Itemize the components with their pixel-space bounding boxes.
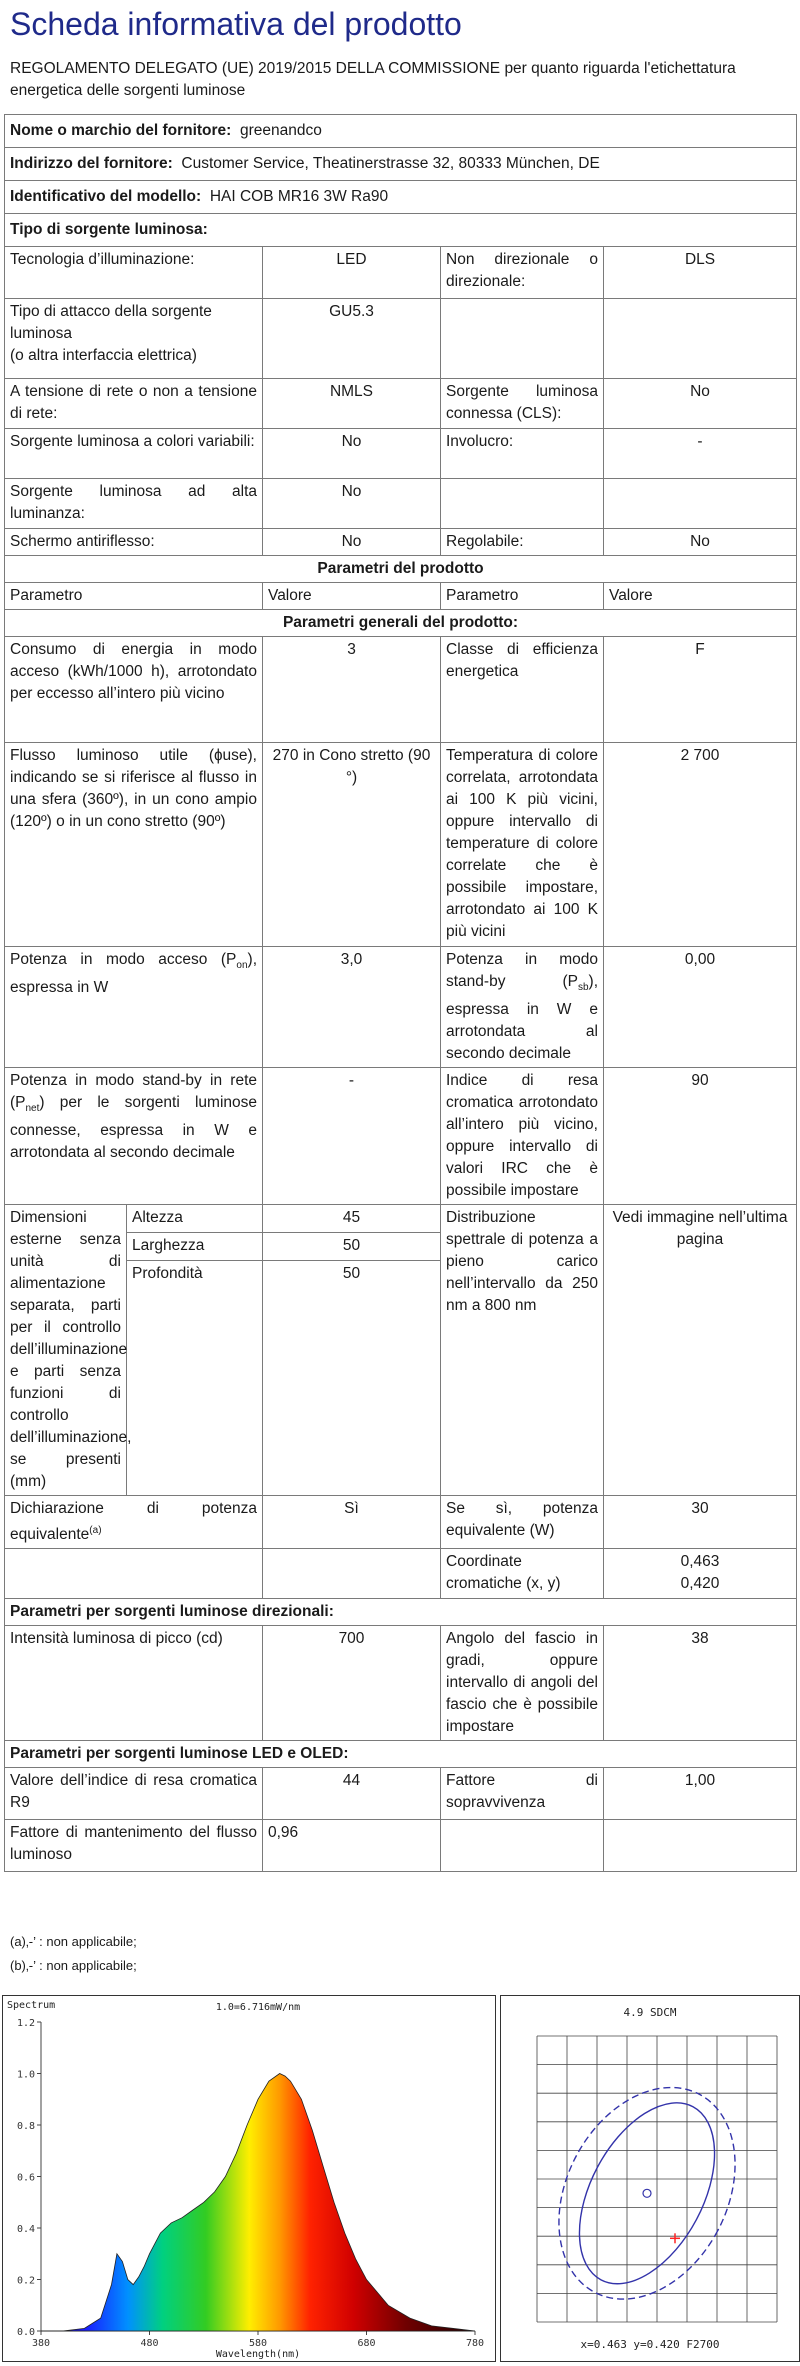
psb-label: Potenza in modo stand-by (P	[446, 951, 598, 990]
envelope-label: Involucro:	[441, 429, 604, 479]
model-identifier-label: Identificativo del modello:	[10, 188, 202, 205]
chromaticity-chart	[501, 1996, 799, 2361]
col-param-header-2: Parametro	[441, 583, 604, 610]
cap-type-label: Tipo di attacco della sorgente luminosa	[10, 303, 212, 342]
psb-value: 0,00	[604, 947, 797, 1068]
pnet-label: Potenza in modo stand-by in rete (P	[10, 1072, 257, 1112]
equiv-label: Dichiarazione di potenza equivalente	[10, 1500, 257, 1544]
depth-label: Profondità	[127, 1261, 263, 1496]
target-point-marker	[643, 2189, 651, 2197]
column-header-row	[5, 583, 797, 610]
cap-type-empty-label	[441, 299, 604, 379]
equivalent-power-row	[5, 1496, 797, 1549]
efficiency-class-label: Classe di efficienza energetica	[441, 637, 604, 743]
product-params-heading: Parametri del prodotto	[5, 556, 797, 583]
spectrum-title: 1.0=6.716mW/nm	[215, 2002, 301, 2013]
cap-type-empty-value	[604, 299, 797, 379]
colour-tunable-value: No	[263, 429, 441, 479]
dimensions-row	[5, 1205, 797, 1233]
pon-label-end: ), espressa in W	[10, 951, 257, 997]
cct-value: 2 700	[604, 743, 797, 947]
envelope-value: -	[604, 429, 797, 479]
spectrum-plot	[7, 2000, 484, 2360]
anti-glare-label: Schermo antiriflesso:	[5, 529, 263, 556]
energy-value: 3	[263, 637, 441, 743]
colour-tunable-row	[5, 429, 797, 479]
survival-value: 1,00	[604, 1768, 797, 1820]
y-tick-label: 0.2	[16, 2275, 35, 2287]
dimensions-label: Dimensioni esterne senza unità di alimentazione separata, parti per il controllo dell’illuminazione e parti senza funzioni di controllo dell’illuminazione, se presenti (mm)	[5, 1205, 127, 1496]
supplier-name-label: Nome o marchio del fornitore:	[10, 122, 232, 139]
peak-intensity-value: 700	[263, 1626, 441, 1741]
pnet-value: -	[263, 1068, 441, 1205]
y-tick-label: 1.0	[16, 2069, 35, 2081]
efficiency-class-value: F	[604, 637, 797, 743]
x-tick-label: 680	[357, 2338, 376, 2349]
equiv-value: Sì	[263, 1496, 441, 1549]
psb-subscript: sb	[577, 982, 589, 994]
directional-value: DLS	[604, 247, 797, 299]
x-tick-label: 480	[140, 2338, 159, 2349]
spectrum-xlabel: Wavelength(nm)	[215, 2349, 301, 2360]
r9-row	[5, 1768, 797, 1820]
technology-label: Tecnologia d’illuminazione:	[5, 247, 263, 299]
directional-heading: Parametri per sorgenti luminose direzionali:	[10, 1603, 334, 1621]
high-luminance-label: Sorgente luminosa ad alta luminanza:	[5, 479, 263, 529]
height-value: 45	[263, 1205, 441, 1233]
depth-value: 50	[263, 1261, 441, 1496]
x-tick-label: 780	[465, 2338, 485, 2349]
spectrum-ylabel: Spectrum	[7, 2000, 56, 2011]
dimmable-value: No	[604, 529, 797, 556]
spd-value: Vedi immagine nell’ultima pagina	[604, 1205, 797, 1496]
anti-glare-value: No	[263, 529, 441, 556]
flux-value: 270 in Cono stretto (90 °)	[263, 743, 441, 947]
r9-label: Valore dell’indice di resa cromatica R9	[5, 1768, 263, 1820]
spectrum-chart-box	[2, 1995, 496, 2362]
chromaticity-y: 0,420	[680, 1575, 720, 1593]
model-identifier-value: HAI COB MR16 3W Ra90	[209, 188, 389, 205]
lumen-maintenance-empty-label	[441, 1820, 604, 1872]
footnote-a: (a)‚-’ : non applicabile;	[10, 1934, 137, 1949]
spectrum-series-area	[41, 2074, 475, 2332]
page-title: Scheda informativa del prodotto	[10, 6, 462, 42]
led-heading: Parametri per sorgenti luminose LED e OLED:	[10, 1745, 349, 1763]
led-heading-row	[5, 1741, 797, 1768]
high-luminance-empty-value	[604, 479, 797, 529]
chromaticity-x: 0,463	[680, 1553, 720, 1571]
chromaticity-caption: x=0.463 y=0.420 F2700	[580, 2338, 720, 2351]
y-tick-label: 0.6	[16, 2172, 35, 2184]
width-label: Larghezza	[127, 1233, 263, 1261]
y-tick-label: 1.2	[16, 2018, 35, 2029]
spd-label: Distribuzione spettrale di potenza a pieno carico nell’intervallo da 250 nm a 800 nm	[441, 1205, 604, 1496]
equiv-watt-label: Se sì, potenza equivalente (W)	[441, 1496, 604, 1549]
directional-heading-row	[5, 1599, 797, 1626]
colour-tunable-label: Sorgente luminosa a colori variabili:	[5, 429, 263, 479]
flux-label: Flusso luminoso utile (ɸuse), indicando se si riferisce al flusso in una sfera (360º), in un cono ampio (120º) o in un cono stretto (90º)	[5, 743, 263, 947]
product-params-heading-row	[5, 556, 797, 583]
technology-value: LED	[263, 247, 441, 299]
x-tick-label: 380	[31, 2338, 51, 2349]
supplier-address-row	[5, 148, 797, 181]
dimmable-label: Regolabile:	[441, 529, 604, 556]
spectrum-chart	[3, 1996, 495, 2361]
anti-glare-row	[5, 529, 797, 556]
charts-area	[0, 1995, 800, 2362]
supplier-name-row	[5, 115, 797, 148]
width-value: 50	[263, 1233, 441, 1261]
psb-label-end: ), espressa in W e arrotondata al secondo decimale	[446, 973, 598, 1063]
pnet-label-end: ) per le sorgenti luminose connesse, espressa in W e arrotondata al secondo decimale	[10, 1094, 257, 1162]
flux-row	[5, 743, 797, 947]
supplier-address-label: Indirizzo del fornitore:	[10, 155, 173, 172]
network-standby-row	[5, 1068, 797, 1205]
footnote-b: (b)‚-’ : non applicabile;	[10, 1958, 137, 1973]
supplier-address-value: Customer Service, Theatinerstrasse 32, 80333 München, DE	[181, 155, 600, 172]
general-params-heading-row	[5, 610, 797, 637]
peak-intensity-row	[5, 1626, 797, 1741]
cri-value: 90	[604, 1068, 797, 1205]
pon-value: 3,0	[263, 947, 441, 1068]
y-tick-label: 0.8	[16, 2121, 35, 2132]
cls-label: Sorgente luminosa connessa (CLS):	[441, 379, 604, 429]
general-params-heading: Parametri generali del prodotto:	[5, 610, 797, 637]
sdcm-title: 4.9 SDCM	[623, 2006, 677, 2019]
x-tick-label: 580	[248, 2338, 268, 2349]
cls-value: No	[604, 379, 797, 429]
mains-value: NMLS	[263, 379, 441, 429]
power-row	[5, 947, 797, 1068]
regulation-subtitle: REGOLAMENTO DELEGATO (UE) 2019/2015 DELLA COMMISSIONE per quanto riguarda l'etichettatura energetica delle sorgenti luminose	[10, 60, 736, 99]
chromaticity-label: Coordinate cromatiche (x, y)	[441, 1549, 604, 1599]
model-identifier-row	[5, 181, 797, 214]
energy-label: Consumo di energia in modo acceso (kWh/1000 h), arrotondato per eccesso all’intero più vicino	[5, 637, 263, 743]
pon-label: Potenza in modo acceso (P	[10, 951, 237, 968]
chromaticity-chart-box	[500, 1995, 800, 2362]
directional-label: Non direzionale o direzionale:	[441, 247, 604, 299]
high-luminance-empty-label	[441, 479, 604, 529]
cap-type-value: GU5.3	[263, 299, 441, 379]
mains-row	[5, 379, 797, 429]
r9-value: 44	[263, 1768, 441, 1820]
source-type-heading-row	[5, 214, 797, 247]
chromaticity-row	[5, 1549, 797, 1599]
peak-intensity-label: Intensità luminosa di picco (cd)	[5, 1626, 263, 1741]
cap-type-sublabel: (o altra interfaccia elettrica)	[10, 347, 197, 364]
height-label: Altezza	[127, 1205, 263, 1233]
chromaticity-plot	[524, 2006, 777, 2351]
survival-label: Fattore di sopravvivenza	[441, 1768, 604, 1820]
lumen-maintenance-label: Fattore di mantenimento del flusso luminoso	[5, 1820, 263, 1872]
y-tick-label: 0.0	[16, 2327, 35, 2338]
chromaticity-empty-value	[263, 1549, 441, 1599]
pon-subscript: on	[236, 960, 248, 972]
col-value-header-2: Valore	[604, 583, 797, 610]
chromaticity-empty-label	[5, 1549, 263, 1599]
cap-type-row	[5, 299, 797, 379]
mains-label: A tensione di rete o non a tensione di rete:	[5, 379, 263, 429]
beam-angle-label: Angolo del fascio in gradi, oppure intervallo di angoli del fascio che è possibile impostare	[441, 1626, 604, 1741]
lumen-maintenance-empty-value	[604, 1820, 797, 1872]
high-luminance-row	[5, 479, 797, 529]
equiv-watt-value: 30	[604, 1496, 797, 1549]
col-param-header: Parametro	[5, 583, 263, 610]
equiv-footnote-mark: (a)	[89, 1525, 102, 1537]
product-info-table	[4, 114, 797, 1872]
supplier-name-value: greenandco	[239, 122, 322, 139]
cri-label: Indice di resa cromatica arrotondato all’intero più vicino, oppure intervallo di valori IRC che è possibile impostare	[441, 1068, 604, 1205]
energy-row	[5, 637, 797, 743]
pnet-subscript: net	[25, 1103, 40, 1115]
lumen-maintenance-row	[5, 1820, 797, 1872]
high-luminance-value: No	[263, 479, 441, 529]
col-value-header: Valore	[263, 583, 441, 610]
footnotes	[10, 1930, 137, 1978]
beam-angle-value: 38	[604, 1626, 797, 1741]
technology-row	[5, 247, 797, 299]
lumen-maintenance-value: 0,96	[263, 1820, 441, 1872]
cct-label: Temperatura di colore correlata, arrotondata ai 100 K più vicini, oppure intervallo di temperature di colore correlate che è possibile impostare, arrotondato ai 100 K più vicini	[441, 743, 604, 947]
source-type-heading: Tipo di sorgente luminosa:	[10, 221, 208, 238]
y-tick-label: 0.4	[16, 2224, 35, 2235]
